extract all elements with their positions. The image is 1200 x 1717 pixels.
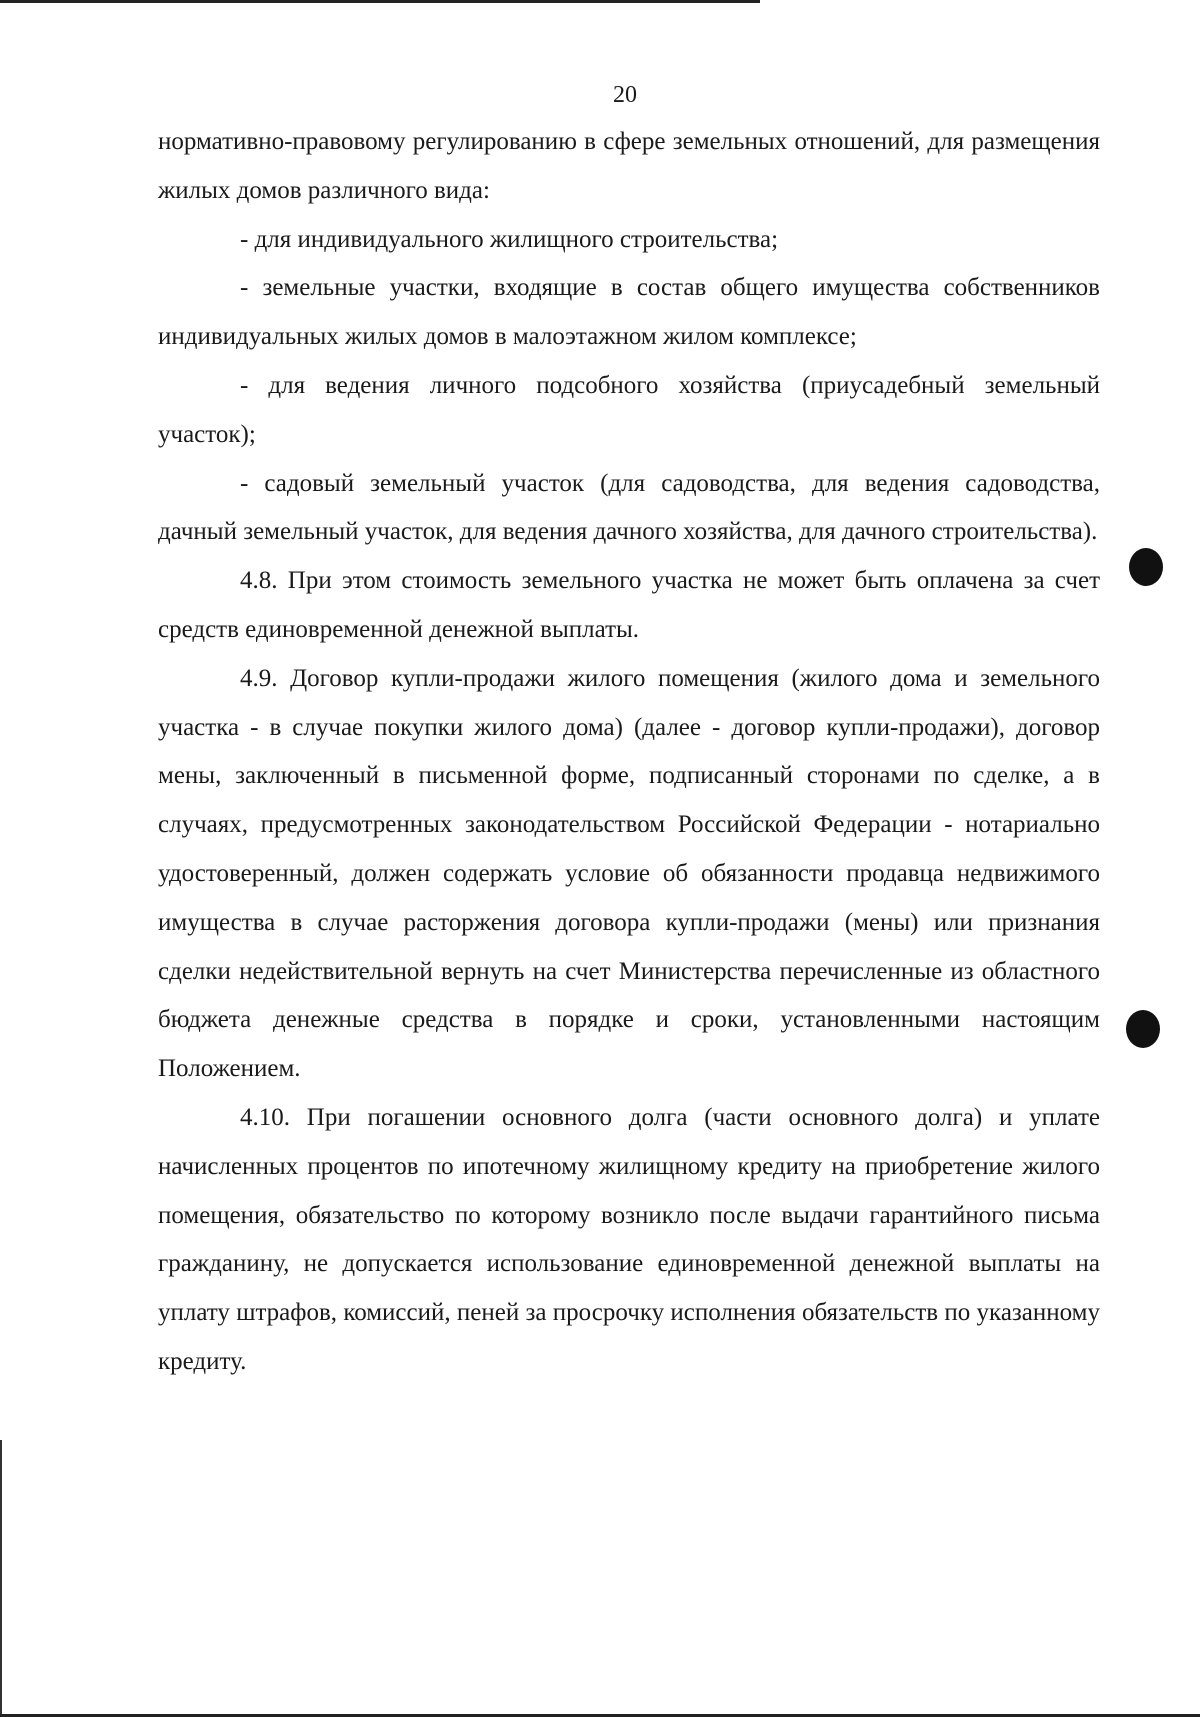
clause-4-9: 4.9. Договор купли-продажи жилого помещения (жилого дома и земельного участка - в случае покупки жилого дома) (далее - договор купли-продажи), договор мены, заключенный в письменной форме, подписанный сторонами по сделке, а в случаях, предусмотренных законодательством Российской Федерации - нотариально удостоверенный, должен содержать условие об обязанности продавца недвижимого имущества в случае расторжения договора купли-продажи (мены) или признания сделки недействительной вернуть на счет Министерства перечисленные из областного бюджета денежные средства в порядке и сроки, установленными настоящим Положением. — [158, 664, 1100, 1083]
list-item-personal-farm: - для ведения личного подсобного хозяйства (приусадебный земельный участок); — [158, 371, 1100, 448]
page-number: 20 — [613, 82, 637, 108]
list-item-garden-plot: - садовый земельный участок (для садоводства, для ведения садоводства, дачный земельный участок, для ведения дачного хозяйства, для дачного строительства). — [158, 469, 1100, 546]
scan-border-left — [0, 1440, 2, 1717]
document-body — [158, 118, 1100, 1387]
punch-hole-upper — [1129, 548, 1163, 586]
scan-border-top — [0, 0, 760, 3]
punch-hole-lower — [1126, 1010, 1160, 1048]
clause-4-8: 4.8. При этом стоимость земельного участка не может быть оплачена за счет средств единовременной денежной выплаты. — [158, 567, 1100, 643]
paragraph-continuation: нормативно-правовому регулированию в сфере земельных отношений, для размещения жилых домов различного вида: — [158, 128, 1100, 204]
clause-4-10: 4.10. При погашении основного долга (части основного долга) и уплате начисленных процентов по ипотечному жилищному кредиту на приобретение жилого помещения, обязательство по которому возникло после выдачи гарантийного письма гражданину, не допускается использование единовременной денежной выплаты на уплату штрафов, комиссий, пеней за просрочку исполнения обязательств по указанному кредиту. — [158, 1103, 1100, 1375]
list-item-individual-housing: - для индивидуального жилищного строительства; — [240, 225, 779, 253]
list-item-common-property: - земельные участки, входящие в состав общего имущества собственников индивидуальных жилых домов в малоэтажном жилом комплексе; — [158, 274, 1100, 351]
